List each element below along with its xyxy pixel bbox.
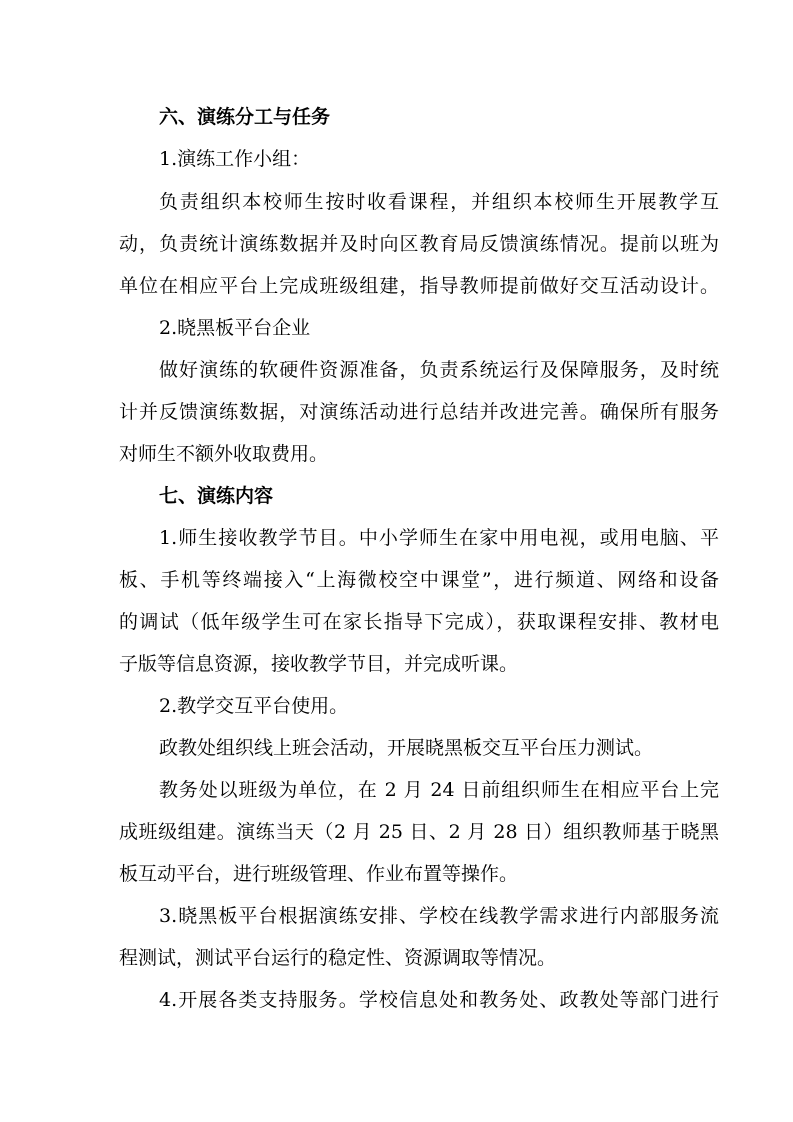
paragraph-line: 子版等信息资源，接收教学节目，并完成听课。	[119, 653, 519, 675]
paragraph-line: 计并反馈演练数据，对演练活动进行总结并改进完善。确保所有服务	[119, 401, 719, 423]
paragraph-line: 做好演练的软硬件资源准备，负责系统运行及保障服务，及时统	[159, 359, 719, 381]
paragraph-line: 4.开展各类支持服务。学校信息处和教务处、政教处等部门进行	[159, 989, 719, 1011]
paragraph-line: 1.师生接收教学节目。中小学师生在家中用电视，或用电脑、平	[159, 527, 719, 549]
paragraph-line: 的调试（低年级学生可在家长指导下完成），获取课程安排、教材电	[119, 611, 719, 633]
paragraph-line: 动，负责统计演练数据并及时向区教育局反馈演练情况。提前以班为	[119, 233, 719, 255]
paragraph-line: 板互动平台，进行班级管理、作业布置等操作。	[119, 863, 519, 885]
paragraph-line: 成班级组建。演练当天（2 月 25 日、2 月 28 日）组织教师基于晓黑	[119, 821, 719, 843]
paragraph-line: 政教处组织线上班会活动，开展晓黑板交互平台压力测试。	[159, 737, 654, 759]
paragraph-line: 3.晓黑板平台根据演练安排、学校在线教学需求进行内部服务流	[159, 905, 719, 927]
paragraph-line: 单位在相应平台上完成班级组建，指导教师提前做好交互活动设计。	[119, 275, 719, 297]
section-heading-7: 七、演练内容	[159, 485, 274, 507]
item-title: 1.演练工作小组：	[159, 148, 311, 170]
paragraph-line: 对师生不额外收取费用。	[119, 443, 329, 465]
section-heading-6: 六、演练分工与任务	[159, 106, 331, 128]
paragraph-line: 板、手机等终端接入“上海微校空中课堂”，进行频道、网络和设备	[119, 569, 719, 591]
paragraph-line: 教务处以班级为单位，在 2 月 24 日前组织师生在相应平台上完	[159, 779, 719, 801]
item-title: 2.教学交互平台使用。	[159, 695, 349, 717]
paragraph-line: 负责组织本校师生按时收看课程，并组织本校师生开展教学互	[159, 191, 719, 213]
item-title: 2.晓黑板平台企业	[159, 317, 311, 339]
paragraph-line: 程测试，测试平台运行的稳定性、资源调取等情况。	[119, 947, 557, 969]
